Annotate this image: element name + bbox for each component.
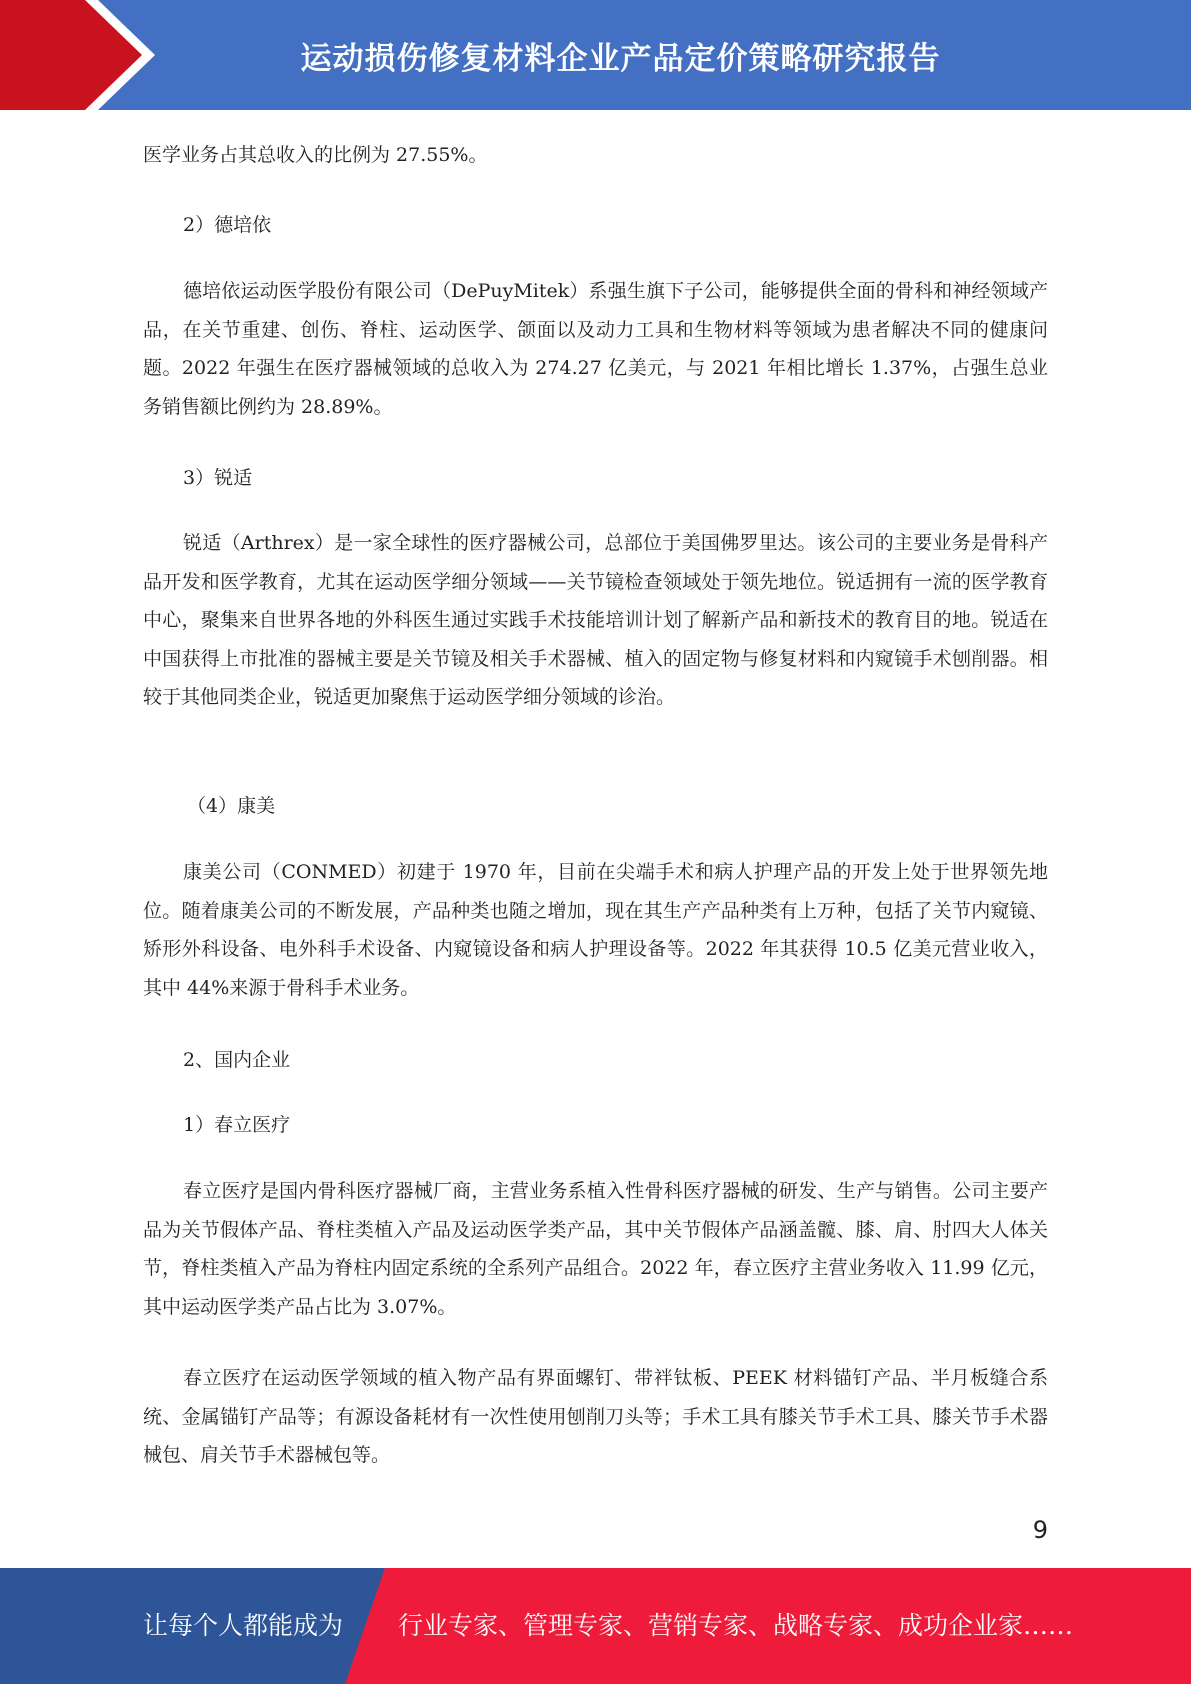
report-title: 运动损伤修复材料企业产品定价策略研究报告 <box>300 40 941 77</box>
page-footer <box>0 1568 1191 1684</box>
subheading-chunli: 1）春立医疗 <box>183 1114 291 1136</box>
paragraph: 春立医疗在运动医学领域的植入物产品有界面螺钉、带袢钛板、PEEK 材料锚钉产品、半月板缝合系统、金属锚钉产品等；有源设备耗材有一次性使用刨削刀头等；手术工具有膝关节手术工具、膝关节手术器械包、肩关节手术器械包等。 <box>143 1367 1048 1466</box>
paragraph: 医学业务占其总收入的比例为 27.55%。 <box>143 144 488 166</box>
subheading-depuy: 2）德培依 <box>183 214 272 236</box>
paragraph: 春立医疗是国内骨科医疗器械厂商，主营业务系植入性骨科医疗器械的研发、生产与销售。公司主要产品为关节假体产品、脊柱类植入产品及运动医学类产品，其中关节假体产品涵盖髋、膝、肩、肘四大人体关节，脊柱类植入产品为脊柱内固定系统的全系列产品组合。2022 年，春立医疗主营业务收入 11.99 亿元，其中运动医学类产品占比为 3.07%。 <box>143 1180 1048 1318</box>
paragraph: 德培依运动医学股份有限公司（DePuyMitek）系强生旗下子公司，能够提供全面的骨科和神经领域产品，在关节重建、创伤、脊柱、运动医学、颌面以及动力工具和生物材料等领域为患者解决不同的健康问题。2022 年强生在医疗器械领域的总收入为 274.27 亿美元，与 2021 年相比增长 1.37%，占强生总业务销售额比例约为 28.89%。 <box>143 280 1048 418</box>
paragraph: 康美公司（CONMED）初建于 1970 年，目前在尖端手术和病人护理产品的开发上处于世界领先地位。随着康美公司的不断发展，产品种类也随之增加，现在其生产产品种类有上万种，包括了关节内窥镜、矫形外科设备、电外科手术设备、内窥镜设备和病人护理设备等。2022 年其获得 10.5 亿美元营业收入，其中 44%来源于骨科手术业务。 <box>143 861 1048 999</box>
footer-slogan-right: 行业专家、管理专家、营销专家、战略专家、成功企业家…… <box>398 1611 1074 1640</box>
page-header <box>0 0 1191 110</box>
section-heading-domestic: 2、国内企业 <box>183 1049 291 1071</box>
footer-slogan-left: 让每个人都能成为 <box>143 1611 344 1640</box>
subheading-arthrex: 3）锐适 <box>183 467 253 489</box>
page-number: 9 <box>1032 1516 1048 1544</box>
paragraph: 锐适（Arthrex）是一家全球性的医疗器械公司，总部位于美国佛罗里达。该公司的主要业务是骨科产品开发和医学教育，尤其在运动医学细分领域——关节镜检查领域处于领先地位。锐适拥有一流的医学教育中心，聚集来自世界各地的外科医生通过实践手术技能培训计划了解新产品和新技术的教育目的地。锐适在中国获得上市批准的器械主要是关节镜及相关手术器械、植入的固定物与修复材料和内窥镜手术刨削器。相较于其他同类企业，锐适更加聚焦于运动医学细分领域的诊治。 <box>143 532 1048 708</box>
subheading-conmed: （4）康美 <box>187 795 276 817</box>
